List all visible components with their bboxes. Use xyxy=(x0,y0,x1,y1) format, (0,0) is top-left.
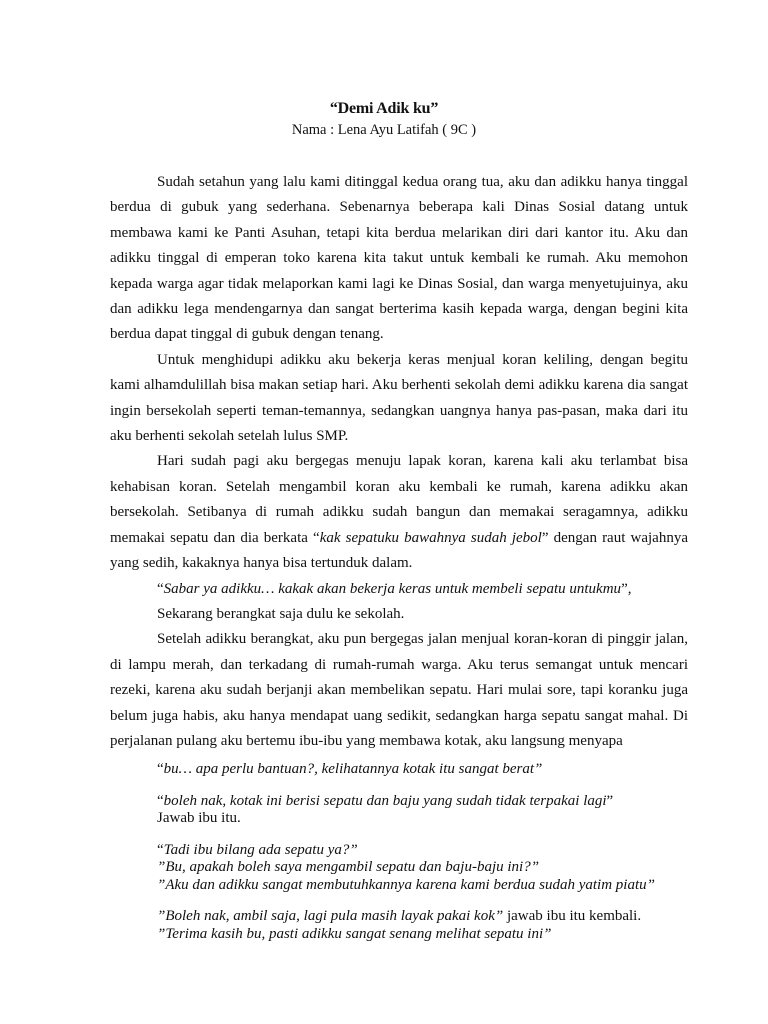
paragraph-3-text: Hari sudah pagi aku bergegas menuju lapak koran, karena kali aku terlambat bisa kehabisan koran. Setelah mengambil koran aku kembali ke rumah, karena adikku akan bersekolah. Setibanya di rumah adikku sudah bangun dan memakai seragamnya, adikku memakai sepatu dan dia berkata “ xyxy=(110,453,688,546)
story-body xyxy=(110,170,688,943)
sabar-open: “ xyxy=(157,580,164,597)
sabar-close: ”, xyxy=(621,580,632,597)
dialog-7 xyxy=(110,926,688,944)
dialog-2-tail: Jawab ibu itu. xyxy=(157,810,241,827)
paragraph-3-end: ” dengan raut wajahnya yang sedih, kakaknya hanya bisa tertunduk dalam. xyxy=(110,529,688,572)
paragraph-4: Setelah adikku berangkat, aku pun bergegas jalan menjual koran-koran di pinggir jalan, di lampu merah, dan terkadang di rumah-rumah warga. Aku terus semangat untuk mencari rezeki, karena aku sudah berjanji akan membelikan sepatu. Hari mulai sore, tapi koranku juga belum juga habis, aku hanya mendapat uang sedikit, sedangkan harga sepatu sangat mahal. Di perjalanan pulang aku bertemu ibu-ibu yang membawa kotak, aku langsung menyapa xyxy=(110,631,688,749)
dialog-5-text: ”Aku dan adikku sangat membutuhkannya karena kami berdua sudah yatim piatu” xyxy=(157,876,655,893)
dialog-4 xyxy=(110,859,688,877)
dialog-3-open: “ xyxy=(157,841,164,858)
dialog-1-text: bu… apa perlu bantuan?, kelihatannya kotak itu sangat berat” xyxy=(163,761,543,778)
sabar-quote: Sabar ya adikku… kakak akan bekerja keras untuk membeli sepatu untukmu xyxy=(163,580,622,597)
dialog-2-text: boleh nak, kotak ini berisi sepatu dan baju yang sudah tidak terpakai lagi xyxy=(163,792,607,809)
dialog-3 xyxy=(110,842,688,860)
dialog-5 xyxy=(110,877,688,895)
dialog-6-tail: jawab ibu itu kembali. xyxy=(503,908,642,925)
dialog-6 xyxy=(110,908,688,926)
dialog-7-text: ”Terima kasih bu, pasti adikku sangat senang melihat sepatu ini” xyxy=(157,925,552,942)
dialog-6-text: ”Boleh nak, ambil saja, lagi pula masih layak pakai kok” xyxy=(157,908,504,925)
paragraph-3-quote: kak sepatuku bawahnya sudah jebol xyxy=(319,529,542,546)
dialog-4-text: ”Bu, apakah boleh saya mengambil sepatu dan baju-baju ini?” xyxy=(157,859,540,876)
dialog-2 xyxy=(110,793,688,811)
line-sabar xyxy=(110,577,688,602)
paragraph-1: Sudah setahun yang lalu kami ditinggal kedua orang tua, aku dan adikku hanya tinggal berdua di gubuk yang sederhana. Sebenarnya beberapa kali Dinas Sosial datang untuk membawa kami ke Panti Asuhan, tetapi kita berdua melarikan diri dari kantor itu. Aku dan adikku tinggal di emperan toko karena kita takut untuk kembali ke rumah. Aku memohon kepada warga agar tidak melaporkan kami lagi ke Dinas Sosial, dan warga menyetujuinya, aku dan adikku lega mendengarnya dan sangat berterima kasih kepada warga, dengan begini kita berdua dapat tinggal di gubuk dengan tenang. xyxy=(110,174,688,343)
line-sekarang: Sekarang berangkat saja dulu ke sekolah. xyxy=(157,605,405,622)
dialog-2-open: “ xyxy=(157,792,164,809)
story-title: “Demi Adik ku” xyxy=(329,100,439,117)
paragraph-2: Untuk menghidupi adikku aku bekerja keras menjual koran keliling, dengan begitu kami alhamdulillah bisa makan setiap hari. Aku berhenti sekolah demi adikku karena dia sangat ingin bersekolah seperti teman-temannya, sedangkan uangnya hanya pas-pasan, maka dari itu aku berhenti sekolah setelah lulus SMP. xyxy=(110,351,688,445)
dialog-3-text: Tadi ibu bilang ada sepatu ya?” xyxy=(163,841,358,858)
dialog-1 xyxy=(110,761,688,779)
dialog-2-close: ” xyxy=(606,792,614,809)
author-line: Nama : Lena Ayu Latifah ( 9C ) xyxy=(291,122,477,138)
dialog-1-open: “ xyxy=(157,761,164,778)
paragraph-3 xyxy=(110,449,688,576)
